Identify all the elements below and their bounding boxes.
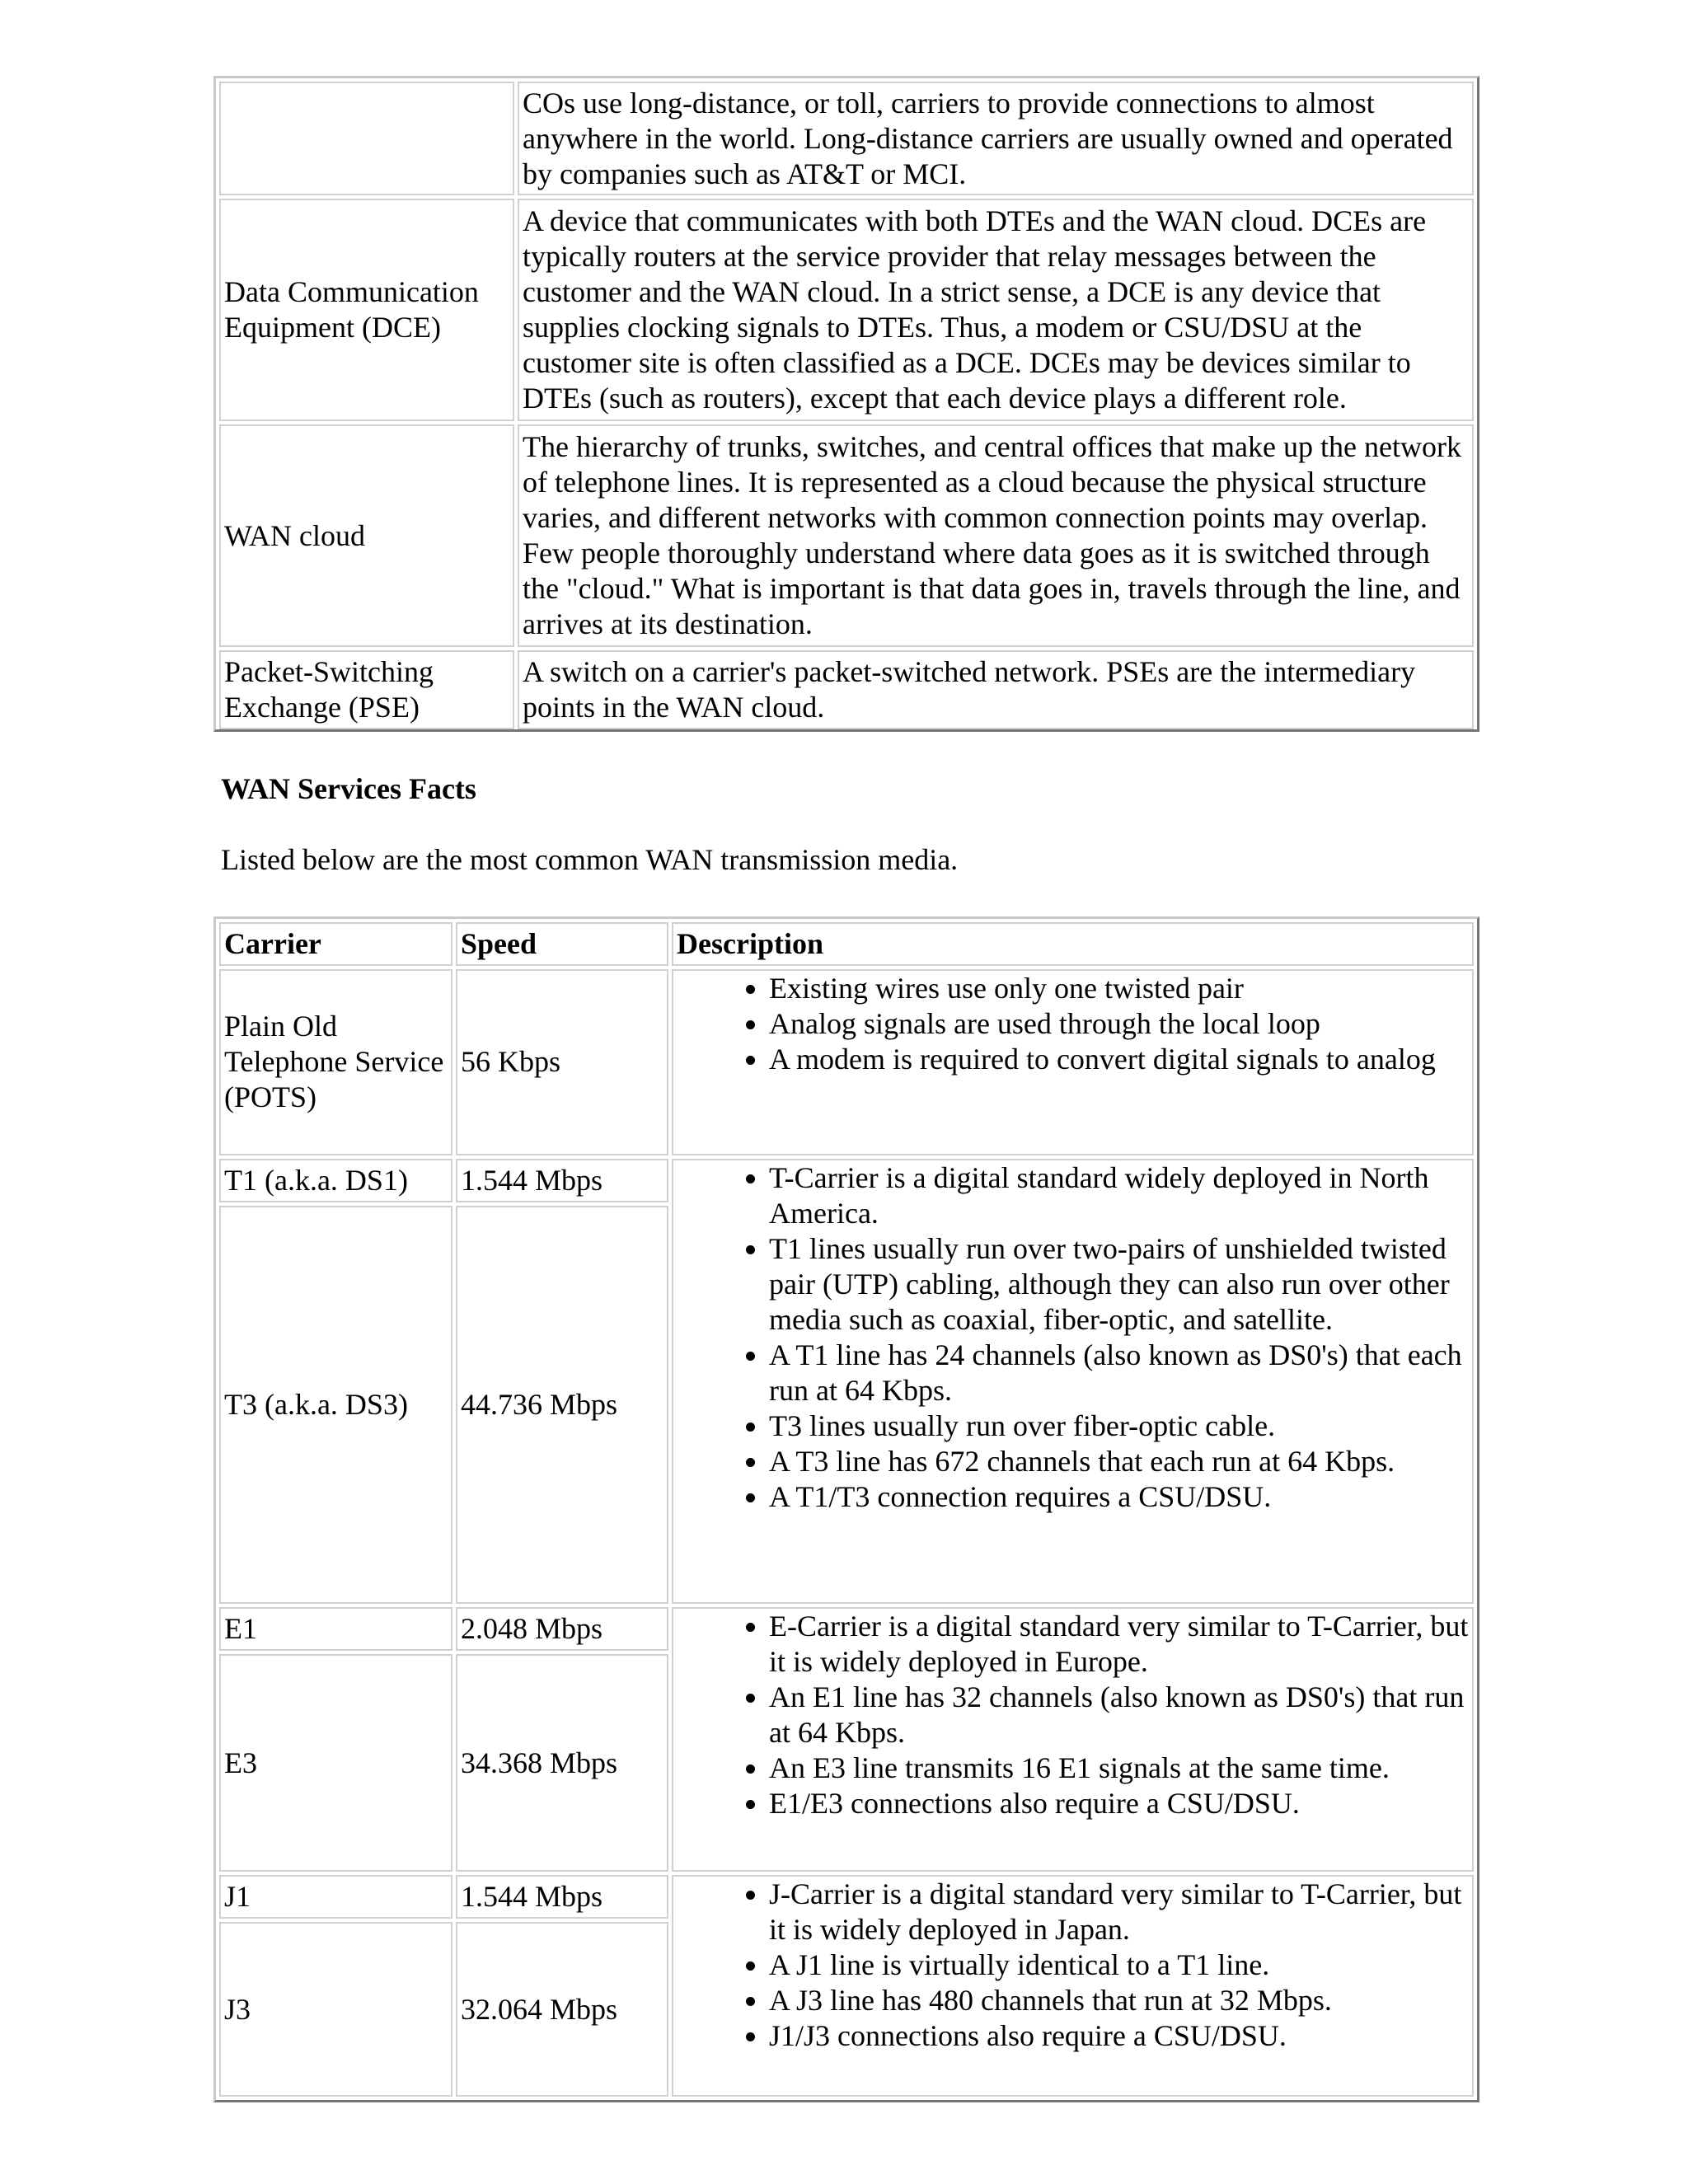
glossary-definition: A device that communicates with both DTEs and the WAN cloud. DCEs are typically routers at the service provider that relay messages between the customer and the WAN cloud. In a strict sense, a DCE is any device that supplies clocking signals to DTEs. Thus, a modem or CSU/DSU at the customer site is often classified as a DCE. DCEs may be devices similar to DTEs (such as routers), except that each device plays a different role.: [518, 199, 1474, 421]
carrier-cell: E1: [219, 1607, 452, 1651]
description-cell: [672, 969, 1474, 1155]
list-item: • Analog signals are used through the local loop: [769, 1006, 1469, 1042]
carrier-cell: J1: [219, 1875, 452, 1919]
table-row: [219, 424, 1474, 647]
list-item: • J-Carrier is a digital standard very similar to T-Carrier, but it is widely deployed in Japan.: [769, 1877, 1469, 1947]
intro-text: Listed below are the most common WAN transmission media.: [221, 843, 959, 876]
list-item: • T3 lines usually run over fiber-optic cable.: [769, 1408, 1469, 1444]
carrier-cell: Plain Old Telephone Service (POTS): [219, 969, 452, 1155]
list-item: • A modem is required to convert digital signals to analog: [769, 1042, 1469, 1077]
list-item: • J1/J3 connections also require a CSU/DSU.: [769, 2018, 1469, 2054]
description-cell: [672, 1875, 1474, 2097]
table-row: [219, 1607, 1474, 1651]
glossary-definition: COs use long-distance, or toll, carriers to provide connections to almost anywhere in the world. Long-distance carriers are usually owned and operated by companies such as AT&T or MCI.: [518, 82, 1474, 195]
list-item: • E1/E3 connections also require a CSU/DSU.: [769, 1786, 1469, 1821]
carrier-cell: J3: [219, 1922, 452, 2097]
glossary-term: WAN cloud: [219, 424, 514, 647]
table-row: [219, 1875, 1474, 1919]
speed-cell: 2.048 Mbps: [456, 1607, 668, 1651]
list-item: • Existing wires use only one twisted pair: [769, 971, 1469, 1006]
list-item: • E-Carrier is a digital standard very similar to T-Carrier, but it is widely deployed in Europe.: [769, 1609, 1469, 1680]
list-item: • A T1 line has 24 channels (also known as DS0's) that each run at 64 Kbps.: [769, 1338, 1469, 1408]
carrier-cell: T3 (a.k.a. DS3): [219, 1206, 452, 1604]
list-item: • T-Carrier is a digital standard widely deployed in North America.: [769, 1160, 1469, 1231]
speed-cell: 34.368 Mbps: [456, 1654, 668, 1872]
list-item: • A T1/T3 connection requires a CSU/DSU.: [769, 1479, 1469, 1515]
list-item: • T1 lines usually run over two-pairs of unshielded twisted pair (UTP) cabling, although they can also run over other media such as coaxial, fiber-optic, and satellite.: [769, 1231, 1469, 1338]
glossary-definition: A switch on a carrier's packet-switched network. PSEs are the intermediary points in the WAN cloud.: [518, 650, 1474, 729]
description-cell: [672, 1159, 1474, 1604]
description-cell: [672, 1607, 1474, 1872]
speed-cell: 32.064 Mbps: [456, 1922, 668, 2097]
list-item: • An E1 line has 32 channels (also known as DS0's) that run at 64 Kbps.: [769, 1680, 1469, 1750]
table-row: [219, 969, 1474, 1155]
bullet-list: [677, 1160, 1469, 1515]
glossary-term: Data Communication Equipment (DCE): [219, 199, 514, 421]
list-item: • An E3 line transmits 16 E1 signals at the same time.: [769, 1750, 1469, 1786]
carrier-cell: E3: [219, 1654, 452, 1872]
speed-cell: 1.544 Mbps: [456, 1159, 668, 1202]
table-row: [219, 1159, 1474, 1202]
list-item: • A J3 line has 480 channels that run at 32 Mbps.: [769, 1983, 1469, 2018]
glossary-term: Packet-Switching Exchange (PSE): [219, 650, 514, 729]
speed-cell: 56 Kbps: [456, 969, 668, 1155]
bullet-list: [677, 1877, 1469, 2054]
wan-services-table: [213, 916, 1479, 2102]
bullet-list: [677, 1609, 1469, 1821]
section-heading: WAN Services Facts: [221, 772, 476, 805]
bullet-list: [677, 971, 1469, 1077]
table-header-row: [219, 922, 1474, 966]
header-description: Description: [672, 922, 1474, 966]
table-row: [219, 199, 1474, 421]
table-row: [219, 650, 1474, 729]
header-speed: Speed: [456, 922, 668, 966]
list-item: • A T3 line has 672 channels that each run at 64 Kbps.: [769, 1444, 1469, 1479]
glossary-definition: The hierarchy of trunks, switches, and central offices that make up the network of telephone lines. It is represented as a cloud because the physical structure varies, and different networks with common connection points may overlap. Few people thoroughly understand where data goes as it is switched through the "cloud." What is important is that data goes in, travels through the line, and arrives at its destination.: [518, 424, 1474, 647]
list-item: • A J1 line is virtually identical to a T1 line.: [769, 1947, 1469, 1983]
speed-cell: 44.736 Mbps: [456, 1206, 668, 1604]
table-row: [219, 82, 1474, 195]
speed-cell: 1.544 Mbps: [456, 1875, 668, 1919]
carrier-cell: T1 (a.k.a. DS1): [219, 1159, 452, 1202]
glossary-term: [219, 82, 514, 195]
header-carrier: Carrier: [219, 922, 452, 966]
glossary-table: [213, 76, 1479, 732]
